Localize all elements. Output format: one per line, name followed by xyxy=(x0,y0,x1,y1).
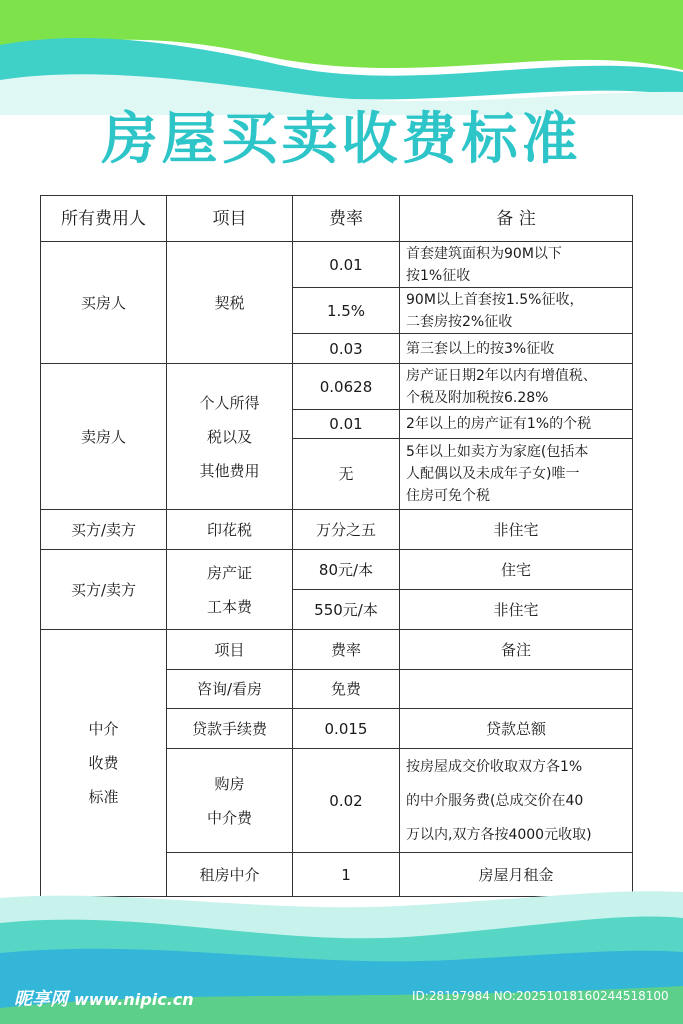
table-row xyxy=(41,242,633,288)
note-cell: 非住宅 xyxy=(400,510,633,550)
watermark xyxy=(14,985,194,1011)
note-cell: 按房屋成交价收取双方各1% 的中介服务费(总成交价在40 万以内,双方各按4000元收取) xyxy=(400,749,633,853)
cert-payer-cell: 买方/卖方 xyxy=(41,550,167,630)
rate-cell: 无 xyxy=(293,439,400,510)
rate-cell: 万分之五 xyxy=(293,510,400,550)
header-note: 备 注 xyxy=(400,196,633,242)
note-cell: 90M以上首套按1.5%征收， 二套房按2%征收 xyxy=(400,288,633,334)
stamp-payer-cell: 买方/卖方 xyxy=(41,510,167,550)
rate-cell: 550元/本 xyxy=(293,590,400,630)
agency-payer-cell: 中介 收费 标准 xyxy=(41,630,167,897)
rate-cell: 80元/本 xyxy=(293,550,400,590)
table-row xyxy=(41,630,633,670)
buyer-payer-cell: 买房人 xyxy=(41,242,167,364)
note-cell: 贷款总额 xyxy=(400,709,633,749)
note-cell: 非住宅 xyxy=(400,590,633,630)
header-item: 项目 xyxy=(167,196,293,242)
agency-item-cell: 咨询/看房 xyxy=(167,670,293,709)
image-id-text: ID:28197984 NO:20251018160244518100 xyxy=(412,989,669,1003)
rate-cell: 免费 xyxy=(293,670,400,709)
watermark-brand: 昵享网 xyxy=(14,989,68,1010)
seller-item-cell: 个人所得 税以及 其他费用 xyxy=(167,364,293,510)
note-cell: 5年以上如卖方为家庭(包括本 人配偶以及未成年子女)唯一 住房可免个税 xyxy=(400,439,633,510)
agency-item-cell: 贷款手续费 xyxy=(167,709,293,749)
rate-cell: 0.03 xyxy=(293,334,400,364)
fee-table xyxy=(40,195,633,897)
agency-item-cell: 项目 xyxy=(167,630,293,670)
buyer-item-cell: 契税 xyxy=(167,242,293,364)
note-cell: 2年以上的房产证有1%的个税 xyxy=(400,410,633,439)
agency-item-cell: 租房中介 xyxy=(167,853,293,897)
rate-cell: 1 xyxy=(293,853,400,897)
note-cell: 第三套以上的按3%征收 xyxy=(400,334,633,364)
note-cell: 房产证日期2年以内有增值税、 个税及附加税按6.28% xyxy=(400,364,633,410)
rate-cell: 0.015 xyxy=(293,709,400,749)
header-rate: 费率 xyxy=(293,196,400,242)
table-row xyxy=(41,364,633,410)
note-cell xyxy=(400,670,633,709)
rate-cell: 0.01 xyxy=(293,410,400,439)
table-row xyxy=(41,550,633,590)
note-cell: 房屋月租金 xyxy=(400,853,633,897)
rate-cell: 0.0628 xyxy=(293,364,400,410)
agency-item-cell: 购房 中介费 xyxy=(167,749,293,853)
note-cell: 住宅 xyxy=(400,550,633,590)
rate-cell: 费率 xyxy=(293,630,400,670)
header-payer: 所有费用人 xyxy=(41,196,167,242)
rate-cell: 1.5% xyxy=(293,288,400,334)
table-header-row xyxy=(41,196,633,242)
table-row xyxy=(41,510,633,550)
note-cell: 首套建筑面积为90M以下 按1%征收 xyxy=(400,242,633,288)
page-title: 房屋买卖收费标准 xyxy=(101,107,582,172)
cert-item-cell: 房产证 工本费 xyxy=(167,550,293,630)
watermark-url: www.nipic.cn xyxy=(74,990,194,1009)
stamp-item-cell: 印花税 xyxy=(167,510,293,550)
top-wave-decoration xyxy=(0,0,683,115)
note-cell: 备注 xyxy=(400,630,633,670)
seller-payer-cell: 卖房人 xyxy=(41,364,167,510)
rate-cell: 0.01 xyxy=(293,242,400,288)
rate-cell: 0.02 xyxy=(293,749,400,853)
